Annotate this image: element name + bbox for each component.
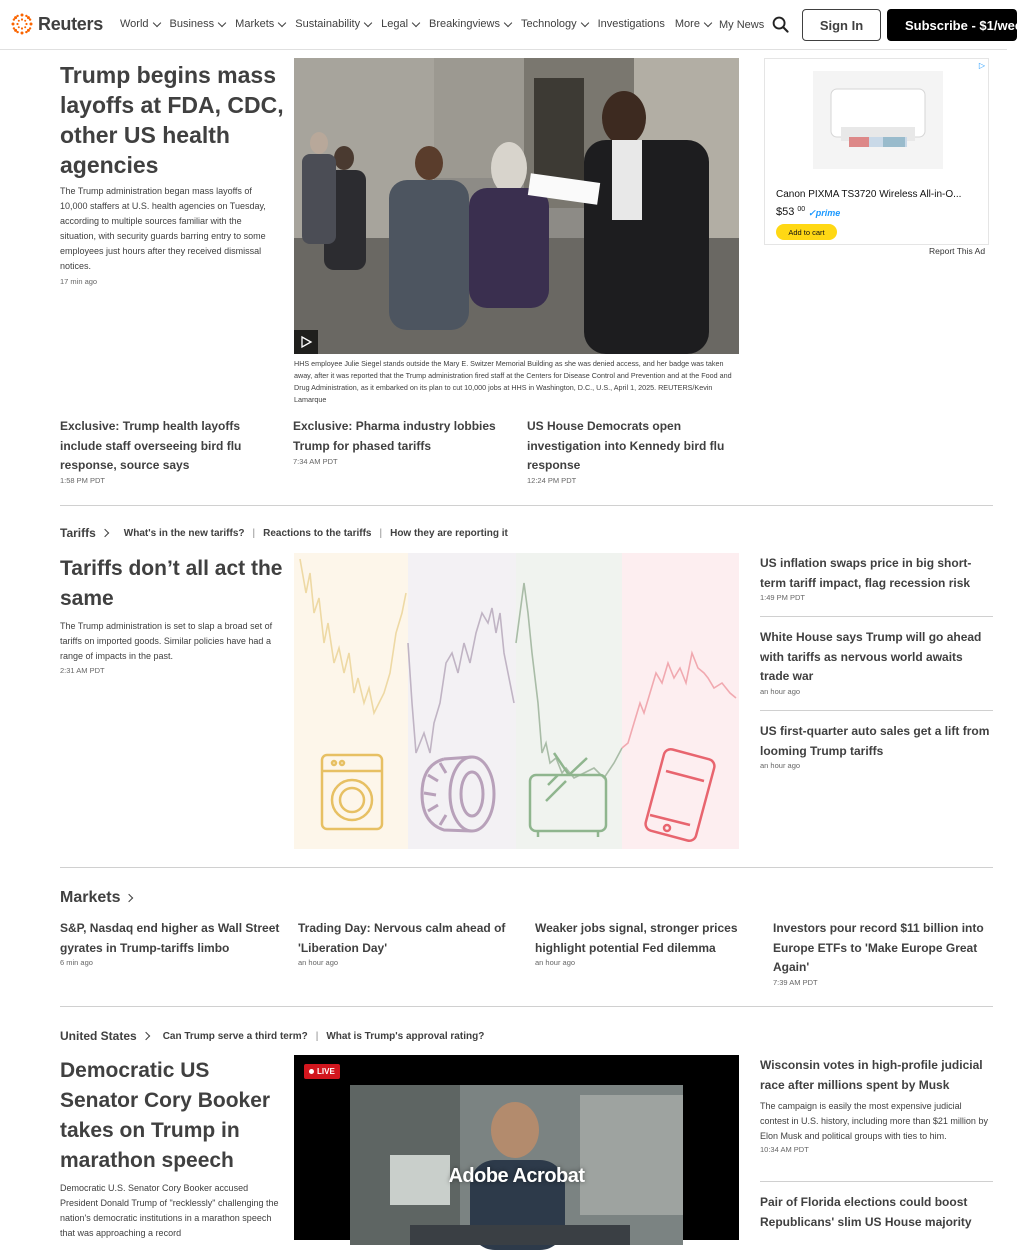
tariffs-illustration <box>294 553 739 849</box>
markets-story-title[interactable]: S&P, Nasdaq end higher as Wall Street gyrates in Trump-tariffs limbo <box>60 921 280 955</box>
markets-story-time: an hour ago <box>535 958 576 967</box>
nav-item-label: Breakingviews <box>429 18 500 30</box>
markets-story-time: 7:39 AM PDT <box>773 977 818 987</box>
top-nav <box>0 0 1029 50</box>
hero-photo-caption: HHS employee Julie Siegel stands outside the Mary E. Switzer Memorial Building as she was denied access, and her badge was taken away, after it was reported that the Trump administration fired staff at the Centers for Disease Control and Prevention and at the Food and Drug Administration, as it embarked on its plan to cut 10,000 jobs at HHS in Washington, D.C., U.S., April 1, 2025. REUTERS/Kevin Lamarque <box>294 359 732 404</box>
tariffs-topic-link[interactable]: What's in the new tariffs? <box>123 527 245 539</box>
hero-summary: The Trump administration began mass layoffs of 10,000 staffers at U.S. health agencies on Tuesday, according to multiple sources familiar with the situation, with security guards barring entry to some employees just hours after they received dismissal notices. <box>60 186 266 271</box>
side-story-title[interactable]: Wisconsin votes in high-profile judicial race after millions spent by Musk <box>760 1058 983 1092</box>
sub-story-2[interactable] <box>293 417 508 466</box>
side-story-time: 1:49 PM PDT <box>760 593 806 602</box>
hero-headline[interactable]: Trump begins mass layoffs at FDA, CDC, other US health agencies <box>60 62 284 178</box>
side-story-title[interactable]: Pair of Florida elections could boost Republicans' slim US House majority <box>760 1195 972 1229</box>
ad-price-cents: 00 <box>797 206 806 213</box>
markets-section-header <box>60 889 132 907</box>
video-frame <box>350 1085 683 1245</box>
tariffs-side-story-3[interactable] <box>760 722 993 770</box>
play-icon <box>300 336 312 348</box>
nav-item-label: Legal <box>381 18 409 30</box>
ad-price <box>776 206 840 219</box>
sign-in-button[interactable]: Sign In <box>802 9 881 41</box>
main-nav-links <box>120 18 721 30</box>
us-topic-link[interactable]: Can Trump serve a third term? <box>162 1030 308 1042</box>
nav-item-breakingviews[interactable] <box>429 18 511 30</box>
reuters-logo-icon <box>10 12 34 36</box>
sub-story-3[interactable] <box>527 417 739 485</box>
side-list-divider <box>760 710 993 711</box>
us-topic-link[interactable]: What is Trump's approval rating? <box>326 1030 485 1042</box>
sub-story-time: 1:58 PM PDT <box>60 475 106 485</box>
side-story-title[interactable]: White House says Trump will go ahead with tariffs as nervous world awaits trade war <box>760 630 982 683</box>
chevron-right-icon <box>141 1032 149 1040</box>
hero-timestamp: 17 min ago <box>60 277 98 286</box>
live-badge <box>304 1064 340 1079</box>
sub-story-title[interactable]: Exclusive: Pharma industry lobbies Trump for phased tariffs <box>293 419 496 453</box>
markets-story-time: an hour ago <box>298 958 339 967</box>
chevron-down-icon <box>218 18 226 26</box>
nav-item-label: More <box>674 18 700 30</box>
separator: | <box>315 1030 319 1042</box>
ad-choices-icon[interactable]: ▷ <box>978 61 985 70</box>
sub-story-1[interactable] <box>60 417 275 485</box>
tariffs-feature-time: 2:31 AM PDT <box>60 666 105 675</box>
chevron-down-icon <box>364 18 372 26</box>
side-story-title[interactable]: US first-quarter auto sales get a lift from looming Trump tariffs <box>760 724 990 758</box>
markets-story-time: 6 min ago <box>60 958 93 967</box>
amazon-ad[interactable] <box>764 58 989 245</box>
sub-story-title[interactable]: Exclusive: Trump health layoffs include staff overseeing bird flu response, source says <box>60 419 242 472</box>
play-video-button[interactable] <box>294 330 318 354</box>
nav-item-label: Markets <box>235 18 275 30</box>
chevron-down-icon <box>278 18 286 26</box>
markets-story-2[interactable] <box>298 919 518 967</box>
side-story-time: an hour ago <box>760 761 801 770</box>
prime-label: prime <box>815 208 841 218</box>
nav-item-label: World <box>120 18 149 30</box>
hero-photo-illustration <box>294 58 739 354</box>
nav-item-technology[interactable] <box>521 18 588 30</box>
chevron-right-icon <box>101 529 109 537</box>
chevron-down-icon <box>152 18 160 26</box>
us-section-header <box>60 1029 484 1043</box>
nav-item-more[interactable] <box>675 18 711 30</box>
markets-section-link[interactable] <box>60 889 132 907</box>
nav-item-label: Investigations <box>597 18 665 30</box>
separator: | <box>379 527 383 539</box>
logo-text: Reuters <box>38 13 103 34</box>
separator: | <box>252 527 256 539</box>
tariffs-topic-link[interactable]: How they are reporting it <box>390 527 508 539</box>
live-label: LIVE <box>317 1067 335 1076</box>
printer-icon <box>813 71 943 169</box>
nav-item-business[interactable] <box>170 18 226 30</box>
tariffs-feature-headline[interactable]: Tariffs don’t all act the same <box>60 557 283 610</box>
markets-story-title[interactable]: Weaker jobs signal, stronger prices highlight potential Fed dilemma <box>535 921 738 955</box>
subscribe-button[interactable]: Subscribe - $1/week <box>887 9 1017 41</box>
report-ad-link[interactable]: Report This Ad <box>929 246 986 256</box>
printer-product-image[interactable] <box>813 71 943 169</box>
side-story-summary: The campaign is easily the most expensive judicial contest in U.S. history, including more than $21 million by Elon Musk and political groups with ties to him. <box>760 1101 988 1141</box>
chevron-down-icon <box>504 18 512 26</box>
nav-item-label: Sustainability <box>295 18 361 30</box>
tariffs-side-story-2[interactable] <box>760 628 993 696</box>
tariffs-topic-link[interactable]: Reactions to the tariffs <box>263 527 372 539</box>
tariffs-feature-summary: The Trump administration is set to slap a broad set of tariffs on imported goods. Similar policies have had a range of impacts in the past. <box>60 621 273 661</box>
side-story-time: 10:34 AM PDT <box>760 1145 809 1154</box>
video-overlay-text: Adobe Acrobat <box>448 1165 585 1187</box>
sub-story-time: 7:34 AM PDT <box>293 457 338 466</box>
nav-item-label: Business <box>169 18 215 30</box>
tariffs-section-label: Tariffs <box>60 526 96 540</box>
chevron-down-icon <box>580 18 588 26</box>
section-divider <box>60 1006 993 1007</box>
live-dot-icon <box>309 1069 314 1074</box>
markets-story-3[interactable] <box>535 919 750 967</box>
chevron-right-icon <box>125 894 133 902</box>
sub-story-time: 12:24 PM PDT <box>527 475 577 485</box>
live-video-player[interactable] <box>294 1055 739 1240</box>
reuters-logo[interactable] <box>10 12 103 36</box>
my-news-link[interactable]: My News <box>719 19 765 31</box>
markets-story-title[interactable]: Investors pour record $11 billion into Europe ETFs to 'Make Europe Great Again' <box>773 921 984 974</box>
markets-story-1[interactable] <box>60 919 280 967</box>
markets-story-title[interactable]: Trading Day: Nervous calm ahead of 'Liberation Day' <box>298 921 506 955</box>
tariffs-side-story-1[interactable] <box>760 554 993 602</box>
us-section-label: United States <box>60 1029 137 1043</box>
side-story-title[interactable]: US inflation swaps price in big short-term tariff impact, flag recession risk <box>760 556 972 590</box>
side-story-time: an hour ago <box>760 686 801 696</box>
side-list-divider <box>760 616 993 617</box>
nav-item-world[interactable] <box>120 18 160 30</box>
tariffs-graphic[interactable] <box>294 553 739 849</box>
nav-item-sustainability[interactable] <box>295 18 371 30</box>
markets-story-4[interactable] <box>773 919 993 987</box>
section-divider <box>60 867 993 868</box>
chevron-down-icon <box>704 18 712 26</box>
us-feature-headline[interactable]: Democratic US Senator Cory Booker takes on Trump in marathon speech <box>60 1059 271 1172</box>
ad-product-title[interactable]: Canon PIXMA TS3720 Wireless All-in-O... <box>776 189 962 200</box>
prime-badge: ✓prime <box>808 208 841 218</box>
sub-story-title[interactable]: US House Democrats open investigation into Kennedy bird flu response <box>527 419 725 472</box>
us-side-story-2[interactable] <box>760 1193 993 1232</box>
tariffs-section-header <box>60 526 508 540</box>
nav-item-legal[interactable] <box>381 18 419 30</box>
side-list-divider <box>760 1181 993 1182</box>
tariffs-section-link[interactable] <box>60 526 108 540</box>
section-divider <box>60 505 993 506</box>
search-icon[interactable] <box>772 16 789 33</box>
nav-item-investigations[interactable] <box>598 18 665 30</box>
chevron-down-icon <box>412 18 420 26</box>
hero-photo[interactable] <box>294 58 739 354</box>
ad-price-whole: $53 <box>776 206 795 218</box>
nav-item-markets[interactable] <box>235 18 285 30</box>
add-to-cart-button[interactable]: Add to cart <box>776 224 837 240</box>
nav-item-label: Technology <box>520 18 577 30</box>
us-section-link[interactable] <box>60 1029 149 1043</box>
us-feature-summary: Democratic U.S. Senator Cory Booker accused President Donald Trump of "recklessly" challenging the nation's democratic institutions in a marathon speech that was approaching a record <box>60 1183 279 1238</box>
us-side-story-1[interactable] <box>760 1056 993 1154</box>
markets-section-label: Markets <box>60 889 121 906</box>
